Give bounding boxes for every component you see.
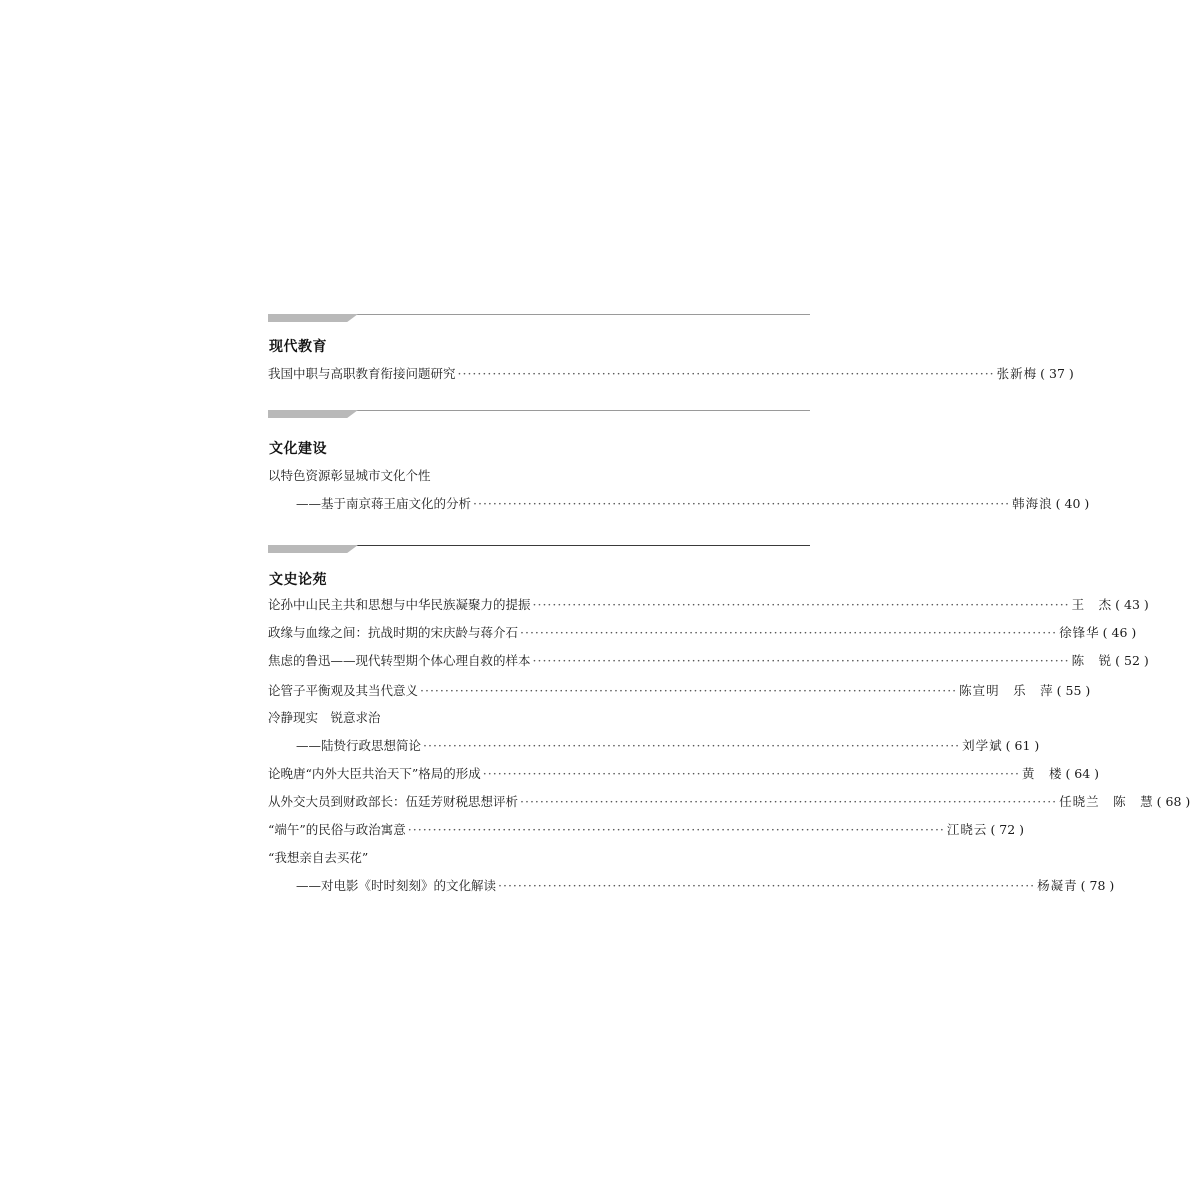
entry-title: “我想亲自去买花” — [268, 850, 369, 865]
toc-entry[interactable] — [268, 848, 810, 868]
entry-page-number: ( 68 ) — [1156, 794, 1190, 809]
section-wedge-decoration — [268, 545, 358, 553]
leader-dots: ············································································································ — [407, 822, 945, 837]
leader-dots: ············································································································ — [423, 738, 961, 753]
section-wedge-decoration — [268, 410, 358, 418]
leader-dots: ············································································································ — [520, 794, 1058, 809]
toc-entry-subtitle[interactable] — [296, 494, 1090, 514]
leader-dots: ············································································································ — [532, 653, 1070, 668]
leader-dots: ············································································································ — [498, 878, 1036, 893]
entry-author: 王 杰 — [1071, 597, 1113, 612]
entry-author: 韩海浪 — [1012, 496, 1053, 511]
entry-title: 我国中职与高职教育衔接问题研究 — [268, 366, 456, 381]
section-divider — [268, 410, 810, 418]
entry-title: 以特色资源彰显城市文化个性 — [268, 468, 431, 483]
entry-page-number: ( 55 ) — [1056, 683, 1091, 698]
entry-page-number: ( 64 ) — [1065, 766, 1100, 781]
toc-entry[interactable] — [268, 595, 1149, 615]
toc-entry[interactable] — [268, 466, 810, 486]
entry-page-number: ( 37 ) — [1040, 366, 1074, 381]
entry-title: 政缘与血缘之间：抗战时期的宋庆龄与蒋介石 — [268, 625, 519, 640]
toc-entry[interactable] — [268, 764, 1100, 784]
section-title: 文化建设 — [269, 441, 327, 457]
entry-author: 徐锋华 — [1059, 625, 1100, 640]
section-divider — [268, 314, 810, 322]
entry-subtitle: ——基于南京蒋王庙文化的分析 — [296, 496, 472, 511]
entry-author: 杨凝青 — [1037, 878, 1078, 893]
toc-entry[interactable] — [268, 623, 1137, 643]
entry-page-number: ( 52 ) — [1115, 653, 1149, 668]
toc-entry-subtitle[interactable] — [296, 876, 1115, 896]
entry-title: 冷静现实 锐意求治 — [268, 710, 381, 725]
toc-entry[interactable] — [268, 708, 810, 728]
entry-title: 论管子平衡观及其当代意义 — [268, 683, 419, 698]
entry-subtitle: ——对电影《时时刻刻》的文化解读 — [296, 878, 497, 893]
entry-title: 论孙中山民主共和思想与中华民族凝聚力的提振 — [268, 597, 531, 612]
entry-subtitle: ——陆贽行政思想简论 — [296, 738, 422, 753]
entry-page-number: ( 78 ) — [1080, 878, 1115, 893]
leader-dots: ············································································································ — [420, 683, 958, 698]
entry-page-number: ( 40 ) — [1055, 496, 1090, 511]
entry-page-number: ( 43 ) — [1115, 597, 1149, 612]
entry-title: 从外交大员到财政部长：伍廷芳财税思想评析 — [268, 794, 519, 809]
entry-author: 陈宣明 乐 萍 — [959, 683, 1054, 698]
entry-author: 江晓云 — [946, 822, 988, 837]
toc-section-modern-education — [268, 314, 1074, 394]
toc-section-literature-history — [268, 545, 1190, 905]
leader-dots: ············································································································ — [520, 625, 1058, 640]
entry-title: 焦虑的鲁迅——现代转型期个体心理自救的样本 — [268, 653, 531, 668]
entry-author: 张新梅 — [996, 366, 1038, 381]
toc-entry[interactable] — [268, 651, 1149, 671]
entry-author: 刘学斌 — [962, 738, 1003, 753]
toc-entry[interactable] — [268, 792, 1190, 812]
section-wedge-decoration — [268, 314, 358, 322]
leader-dots: ············································································································ — [457, 366, 995, 381]
toc-entry-subtitle[interactable] — [296, 736, 1040, 756]
entry-page-number: ( 72 ) — [990, 822, 1025, 837]
section-title: 现代教育 — [269, 339, 327, 355]
leader-dots: ············································································································ — [532, 597, 1070, 612]
entry-title: “端午”的民俗与政治寓意 — [268, 822, 406, 837]
entry-author: 黄 楼 — [1021, 766, 1063, 781]
entry-title: 论晚唐“内外大臣共治天下”格局的形成 — [268, 766, 481, 781]
entry-author: 任晓兰 陈 慧 — [1059, 794, 1154, 809]
toc-entry[interactable] — [268, 364, 1074, 384]
section-title: 文史论苑 — [269, 572, 327, 588]
leader-dots: ············································································································ — [473, 496, 1011, 511]
section-divider — [268, 545, 810, 553]
leader-dots: ············································································································ — [482, 766, 1020, 781]
entry-page-number: ( 46 ) — [1102, 625, 1137, 640]
entry-author: 陈 锐 — [1071, 653, 1113, 668]
toc-entry[interactable] — [268, 681, 1091, 701]
toc-section-cultural-construction — [268, 410, 1090, 520]
entry-page-number: ( 61 ) — [1005, 738, 1040, 753]
toc-entry[interactable] — [268, 820, 1025, 840]
